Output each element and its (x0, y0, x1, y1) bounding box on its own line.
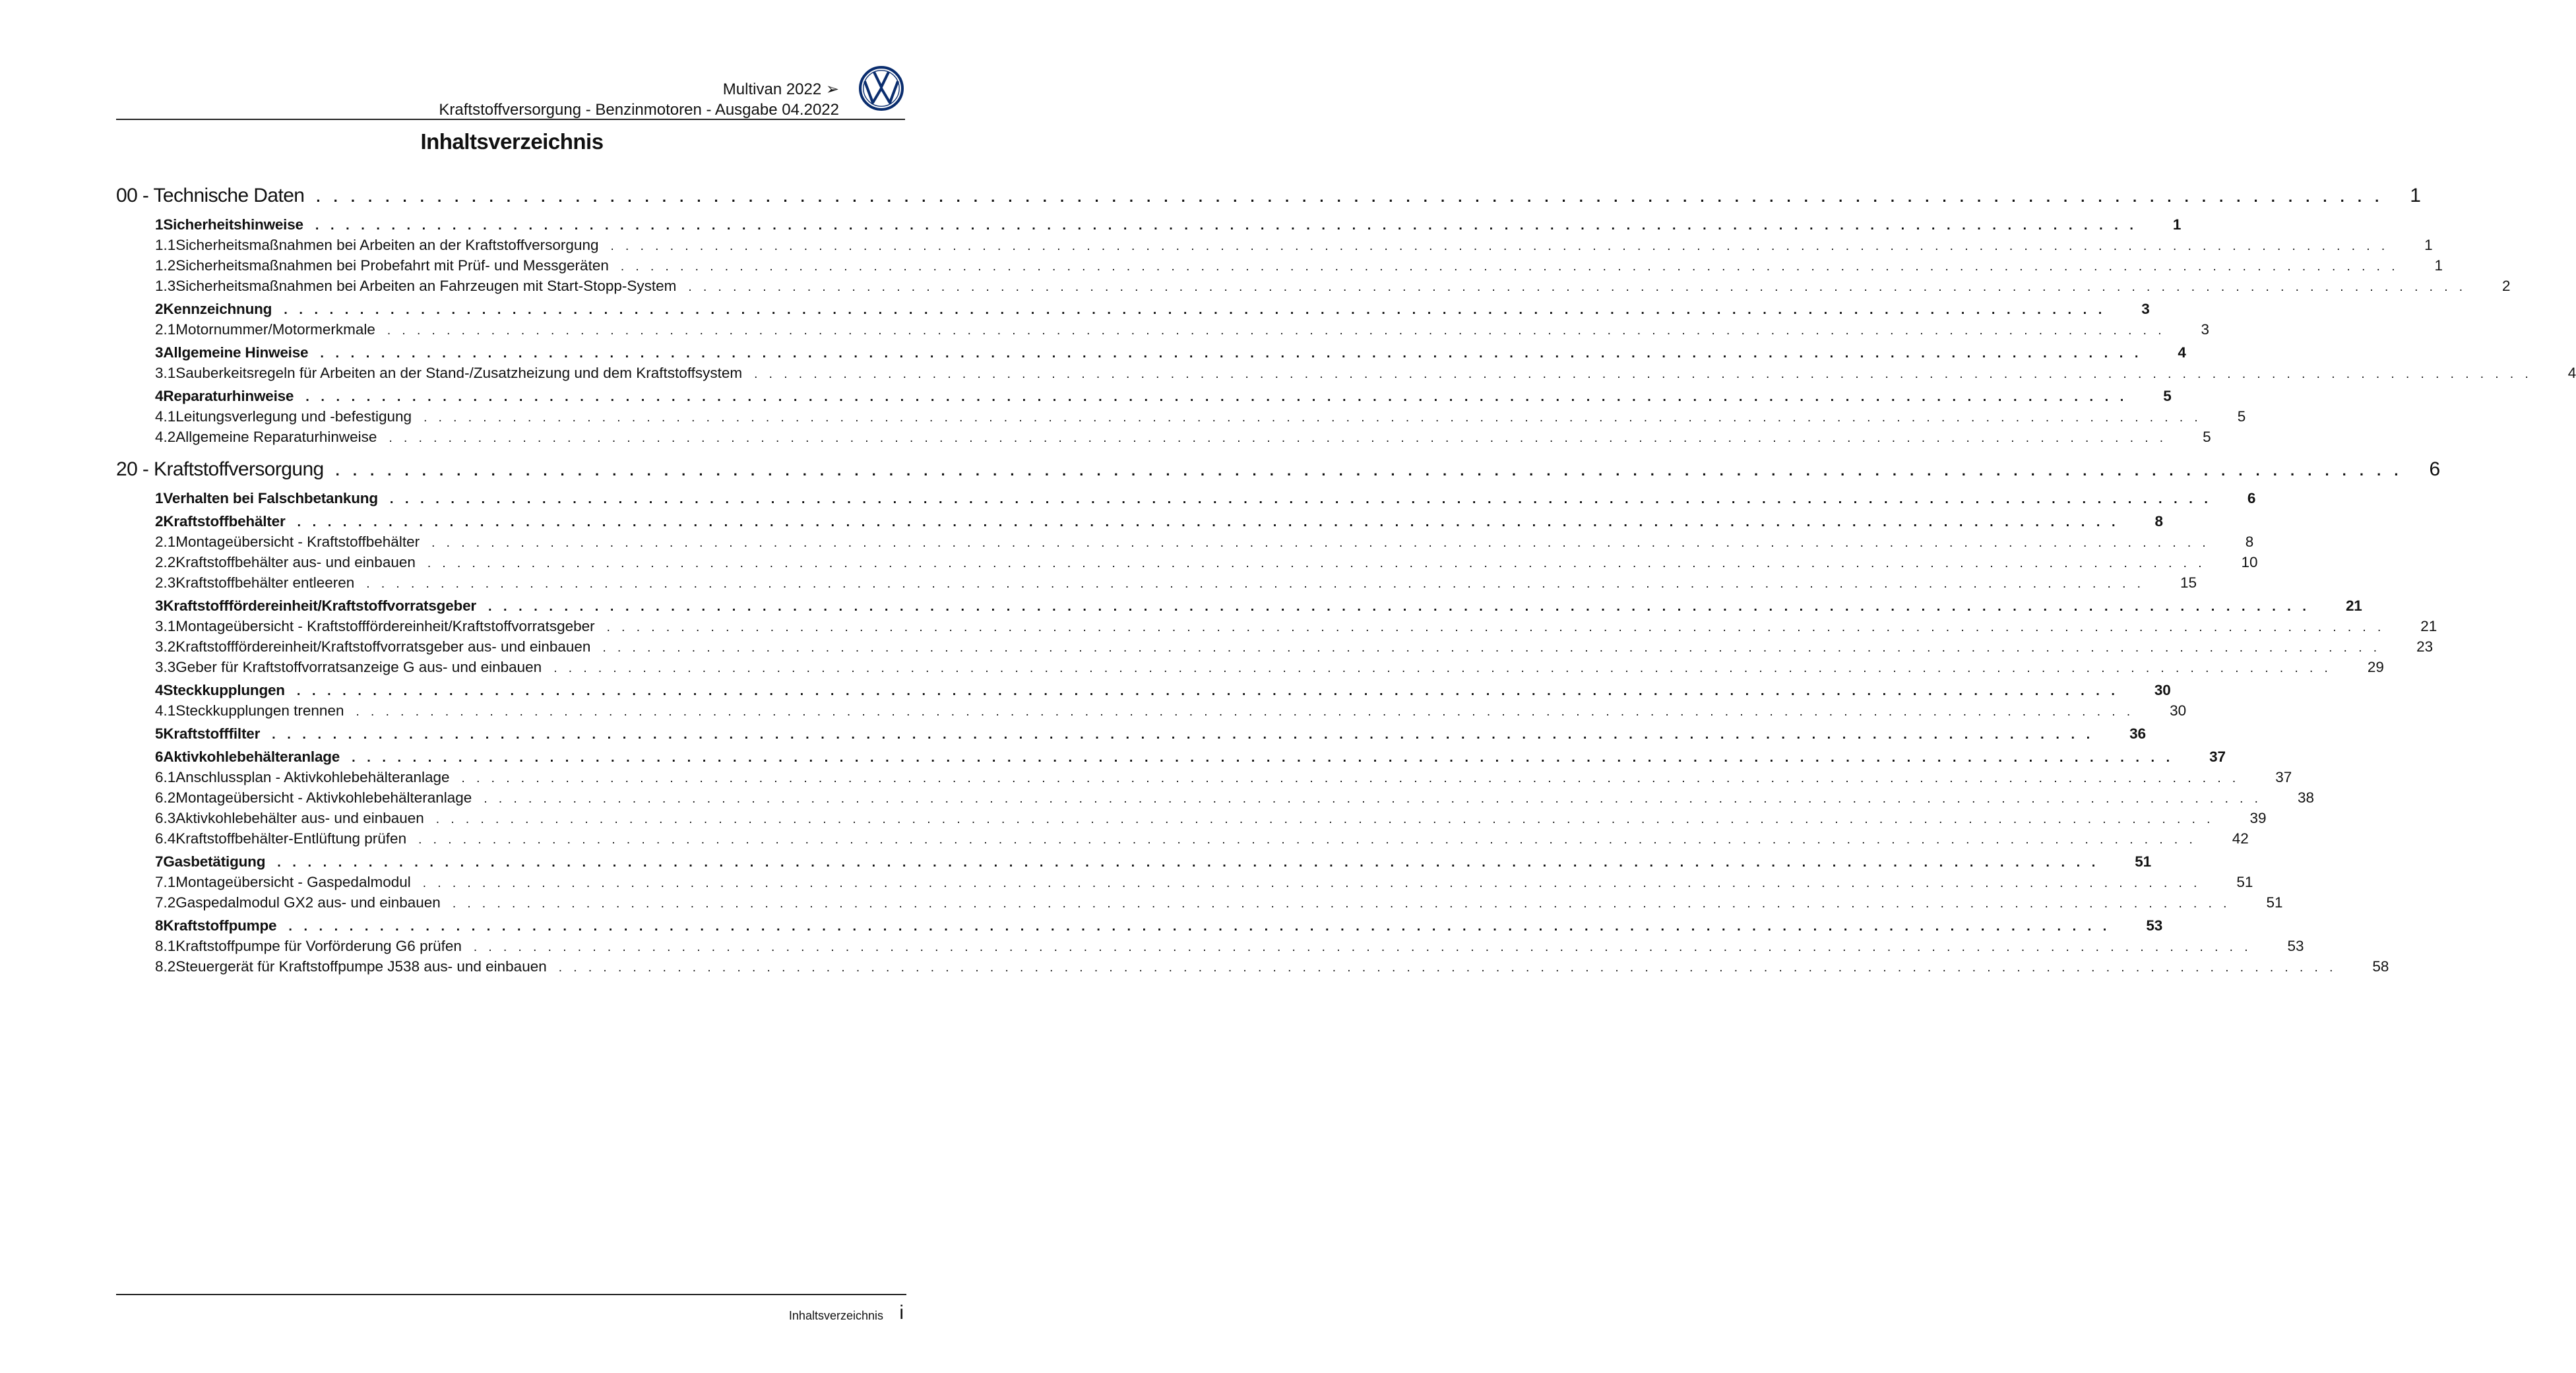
toc-section-entry[interactable] (116, 216, 2182, 237)
section-number: 3 (155, 597, 164, 614)
section-title: Kraftstoffbehälter (163, 513, 286, 530)
toc-subsection-entry[interactable] (116, 810, 2267, 830)
toc-subsection-entry[interactable] (116, 958, 2389, 979)
dot-leader: . . . . . . . . . . . . . . . . . . . . . . . . . . . . . . . . . . . . . . . . . . . . . . . . . . . . . . . . . . . . . . . . . . . . . . . . . . . . . . . . . . . . . . . . . . . . . . . . . . . . . . . . . . . . . . . . . . . . . . . . (431, 536, 2210, 550)
section-page-number: 21 (2345, 597, 2362, 614)
toc-chapter-entry[interactable] (116, 458, 2440, 487)
page-title: Inhaltsverzeichnis (420, 129, 604, 154)
subsection-title: Aktivkohlebehälter aus- und einbauen (175, 810, 424, 826)
section-number: 5 (155, 725, 164, 742)
section-title: Reparaturhinweise (163, 388, 294, 404)
section-number: 1 (155, 216, 164, 233)
dot-leader: . . . . . . . . . . . . . . . . . . . . . . . . . . . . . . . . . . . . . . . . . . . . . . . . . . . . . . . . . . . . . . . . . . . . . . . . . . . . . . . . . . . . . . . . . . . . . . . . . . . . . . . . . . . . . . . . . . . . . . . . (487, 599, 2310, 614)
chapter-page-number: 6 (2429, 458, 2440, 480)
toc-section-entry[interactable] (116, 513, 2163, 534)
footer-divider (116, 1294, 906, 1295)
subsection-title: Montageübersicht - Aktivkohlebehälteranlage (175, 789, 472, 806)
section-title: Sicherheitshinweise (163, 216, 303, 233)
subsection-number: 4.1 (155, 408, 176, 425)
section-title: Verhalten bei Falschbetankung (163, 490, 378, 506)
subsection-number: 8.2 (155, 958, 176, 975)
subsection-page-number: 23 (2416, 638, 2434, 655)
dot-leader: . . . . . . . . . . . . . . . . . . . . . . . . . . . . . . . . . . . . . . . . . . . . . . . . . . . . . . . . . . . . . . . . . . . . . . . . . . . . . . . . . . . . . . . . . . . . . . . . . . . . . . . . . . . . . . . . . . . . . . . . (602, 641, 2381, 655)
section-number: 8 (155, 917, 164, 934)
toc-subsection-entry[interactable] (116, 257, 2443, 278)
dot-leader: . . . . . . . . . . . . . . . . . . . . . . . . . . . . . . . . . . . . . . . . . . . . . . . . . . . . . . . . . . . . . . . . . . . . . . . . . . . . . . . . . . . . . . . . . . . . . . . . . . . . . . . . . . . . . . . . . . . . . . . . (606, 621, 2385, 634)
section-page-number: 30 (2154, 682, 2171, 698)
subsection-title: Gaspedalmodul GX2 aus- und einbauen (175, 894, 441, 911)
dot-leader: . . . . . . . . . . . . . . . . . . . . . . . . . . . . . . . . . . . . . . . . . . . . . . . . . . . . . . . . . . . . . . . . . . . . . . . . . . . . . . . . . . . . . . . . . . . . . . . . . . . . . . . . . . . . . . . . . . . . . . . . (389, 431, 2168, 445)
dot-leader: . . . . . . . . . . . . . . . . . . . . . . . . . . . . . . . . . . . . . . . . . . . . . . . . . . . . . . . . . . . . . . . . . . . . . . . . . . . . . . . . . . . . . . . . . . . . . . . . . . . . . . . . . . . . . . . . . . . . . . . . (366, 577, 2145, 591)
subsection-number: 6.4 (155, 830, 176, 847)
dot-leader: . . . . . . . . . . . . . . . . . . . . . . . . . . . . . . . . . . . . . . . . . . . . . . . . . . . . . . . . . . . . . . . . . . . . . . . . . . . . . . . . . . . . . . . . . . . . . . . . . . . . . . . . . . . . . . . . . . . . . . . . (688, 280, 2467, 294)
dot-leader: . . . . . . . . . . . . . . . . . . . . . . . . . . . . . . . . . . . . . . . . . . . . . . . . . . . . . . . . . . . . . . . . . . . . . . . . . . . . . . . . . . . . . . . . . . . . . . . . . . . . . . . . . . . . . . . . . . . . . . . . (335, 462, 2403, 479)
toc-subsection-entry[interactable] (116, 321, 2210, 342)
section-title: Kraftstoffpumpe (163, 917, 277, 934)
table-of-contents (116, 185, 2576, 979)
section-page-number: 37 (2209, 748, 2226, 765)
subsection-number: 1.1 (155, 237, 176, 253)
section-title: Aktivkohlebehälteranlage (163, 748, 340, 765)
toc-chapter (116, 185, 2576, 449)
subsection-page-number: 1 (2424, 237, 2433, 253)
header-model-line: Multivan 2022 ➢ (722, 80, 839, 98)
dot-leader: . . . . . . . . . . . . . . . . . . . . . . . . . . . . . . . . . . . . . . . . . . . . . . . . . . . . . . . . . . . . . . . . . . . . . . . . . . . . . . . . . . . . . . . . . . . . . . . . . . . . . . . . . . . . . . . . . . . . . . . . (473, 940, 2252, 954)
subsection-title: Sicherheitsmaßnahmen bei Arbeiten an Fahrzeugen mit Start-Stopp-System (175, 278, 677, 294)
subsection-number: 6.1 (155, 769, 176, 785)
dot-leader: . . . . . . . . . . . . . . . . . . . . . . . . . . . . . . . . . . . . . . . . . . . . . . . . . . . . . . . . . . . . . . . . . . . . . . . . . . . . . . . . . . . . . . . . . . . . . . . . . . . . . . . . . . . . . . . . . . . . . . . . (297, 515, 2120, 530)
subsection-number: 2.2 (155, 554, 176, 570)
footer-page-number: i (899, 1302, 904, 1324)
dot-leader: . . . . . . . . . . . . . . . . . . . . . . . . . . . . . . . . . . . . . . . . . . . . . . . . . . . . . . . . . . . . . . . . . . . . . . . . . . . . . . . . . . . . . . . . . . . . . . . . . . . . . . . . . . . . . . . . . . . . . . . . (424, 411, 2202, 425)
header-subject-line: Kraftstoffversorgung - Benzinmotoren - Ausgabe 04.2022 (439, 101, 839, 119)
toc-subsection-entry[interactable] (116, 365, 2576, 385)
vw-logo-icon (859, 66, 904, 111)
dot-leader: . . . . . . . . . . . . . . . . . . . . . . . . . . . . . . . . . . . . . . . . . . . . . . . . . . . . . . . . . . . . . . . . . . . . . . . . . . . . . . . . . . . . . . . . . . . . . . . . . . . . . . . . . . . . . . . . . . . . . . . . (558, 961, 2337, 975)
dot-leader: . . . . . . . . . . . . . . . . . . . . . . . . . . . . . . . . . . . . . . . . . . . . . . . . . . . . . . . . . . . . . . . . . . . . . . . . . . . . . . . . . . . . . . . . . . . . . . . . . . . . . . . . . . . . . . . . . . . . . . . . (620, 260, 2399, 274)
subsection-title: Montageübersicht - Gaspedalmodul (175, 874, 411, 890)
dot-leader: . . . . . . . . . . . . . . . . . . . . . . . . . . . . . . . . . . . . . . . . . . . . . . . . . . . . . . . . . . . . . . . . . . . . . . . . . . . . . . . . . . . . . . . . . . . . . . . . . . . . . . . . . . . . . . . . . . . . . . . . (389, 492, 2212, 506)
dot-leader: . . . . . . . . . . . . . . . . . . . . . . . . . . . . . . . . . . . . . . . . . . . . . . . . . . . . . . . . . . . . . . . . . . . . . . . . . . . . . . . . . . . . . . . . . . . . . . . . . . . . . . . . . . . . . . . . . . . . . . . . (277, 855, 2100, 870)
subsection-number: 2.3 (155, 574, 176, 591)
section-number: 3 (155, 344, 164, 361)
section-number: 2 (155, 513, 164, 530)
subsection-page-number: 10 (2241, 554, 2258, 570)
section-number: 1 (155, 490, 164, 506)
toc-subsection-entry[interactable] (116, 408, 2246, 429)
subsection-title: Kraftstofffördereinheit/Kraftstoffvorratsgeber aus- und einbauen (175, 638, 591, 655)
subsection-title: Kraftstoffpumpe für Vorförderung G6 prüfen (175, 938, 462, 954)
toc-section-entry[interactable] (116, 917, 2163, 938)
dot-leader: . . . . . . . . . . . . . . . . . . . . . . . . . . . . . . . . . . . . . . . . . . . . . . . . . . . . . . . . . . . . . . . . . . . . . . . . . . . . . . . . . . . . . . . . . . . . . . . . . . . . . . . . . . . . . . . . . . . . . . . . (387, 324, 2166, 338)
toc-subsection-entry[interactable] (116, 789, 2314, 810)
subsection-number: 1.3 (155, 278, 176, 294)
subsection-title: Montageübersicht - Kraftstofffördereinheit/Kraftstoffvorratsgeber (175, 618, 595, 634)
toc-subsection-entry[interactable] (116, 638, 2434, 659)
dot-leader: . . . . . . . . . . . . . . . . . . . . . . . . . . . . . . . . . . . . . . . . . . . . . . . . . . . . . . . . . . . . . . . . . . . . . . . . . . . . . . . . . . . . . . . . . . . . . . . . . . . . . . . . . . . . . . . . . . . . . . . . (356, 705, 2135, 719)
section-page-number: 1 (2172, 216, 2182, 233)
chapter-page-number: 1 (2410, 185, 2421, 206)
section-page-number: 51 (2135, 853, 2151, 870)
section-number: 6 (155, 748, 164, 765)
dot-leader: . . . . . . . . . . . . . . . . . . . . . . . . . . . . . . . . . . . . . . . . . . . . . . . . . . . . . . . . . . . . . . . . . . . . . . . . . . . . . . . . . . . . . . . . . . . . . . . . . . . . . . . . . . . . . . . . . . . . . . . . (484, 792, 2262, 806)
toc-section-entry[interactable] (116, 388, 2172, 408)
dot-leader: . . . . . . . . . . . . . . . . . . . . . . . . . . . . . . . . . . . . . . . . . . . . . . . . . . . . . . . . . . . . . . . . . . . . . . . . . . . . . . . . . . . . . . . . . . . . . . . . . . . . . . . . . . . . . . . . . . . . . . . . (288, 919, 2111, 934)
subsection-number: 4.2 (155, 429, 176, 445)
subsection-title: Steckkupplungen trennen (175, 702, 344, 719)
subsection-title: Kraftstoffbehälter-Entlüftung prüfen (175, 830, 407, 847)
toc-subsection-entry[interactable] (116, 938, 2304, 958)
section-number: 2 (155, 301, 164, 317)
subsection-page-number: 4 (2567, 365, 2576, 381)
toc-subsection-entry[interactable] (116, 702, 2187, 723)
dot-leader: . . . . . . . . . . . . . . . . . . . . . . . . . . . . . . . . . . . . . . . . . . . . . . . . . . . . . . . . . . . . . . . . . . . . . . . . . . . . . . . . . . . . . . . . . . . . . . . . . . . . . . . . . . . . . . . . . . . . . . . . (553, 661, 2332, 675)
subsection-number: 4.1 (155, 702, 176, 719)
chapter-title: 20 - Kraftstoffversorgung (116, 458, 324, 480)
subsection-page-number: 8 (2245, 534, 2254, 550)
toc-subsection-entry[interactable] (116, 237, 2433, 257)
section-number: 4 (155, 388, 164, 404)
toc-subsection-entry[interactable] (116, 874, 2253, 894)
subsection-page-number: 37 (2275, 769, 2292, 785)
subsection-number: 7.2 (155, 894, 176, 911)
dot-leader: . . . . . . . . . . . . . . . . . . . . . . . . . . . . . . . . . . . . . . . . . . . . . . . . . . . . . . . . . . . . . . . . . . . . . . . . . . . . . . . . . . . . . . . . . . . . . . . . . . . . . . . . . . . . . . . . . . . . . . . . (284, 303, 2106, 317)
toc-chapter-entry[interactable] (116, 185, 2421, 214)
dot-leader: . . . . . . . . . . . . . . . . . . . . . . . . . . . . . . . . . . . . . . . . . . . . . . . . . . . . . . . . . . . . . . . . . . . . . . . . . . . . . . . . . . . . . . . . . . . . . . . . . . . . . . . . . . . . . . . . . . . . . . . . (461, 772, 2240, 785)
subsection-page-number: 51 (2236, 874, 2253, 890)
subsection-title: Motornummer/Motormerkmale (175, 321, 375, 338)
section-page-number: 4 (2178, 344, 2186, 361)
toc-subsection-entry[interactable] (116, 574, 2197, 595)
subsection-page-number: 39 (2249, 810, 2267, 826)
subsection-page-number: 51 (2266, 894, 2283, 911)
section-title: Gasbetätigung (163, 853, 266, 870)
subsection-number: 2.1 (155, 534, 176, 550)
subsection-number: 2.1 (155, 321, 176, 338)
subsection-page-number: 53 (2287, 938, 2304, 954)
dot-leader: . . . . . . . . . . . . . . . . . . . . . . . . . . . . . . . . . . . . . . . . . . . . . . . . . . . . . . . . . . . . . . . . . . . . . . . . . . . . . . . . . . . . . . . . . . . . . . . . . . . . . . . . . . . . . . . . . . . . . . . . (320, 346, 2143, 361)
subsection-title: Kraftstoffbehälter entleeren (175, 574, 355, 591)
toc-subsection-entry[interactable] (116, 554, 2258, 574)
toc-subsection-entry[interactable] (116, 534, 2254, 554)
subsection-page-number: 58 (2372, 958, 2389, 975)
subsection-title: Leitungsverlegung und -befestigung (175, 408, 412, 425)
dot-leader: . . . . . . . . . . . . . . . . . . . . . . . . . . . . . . . . . . . . . . . . . . . . . . . . . . . . . . . . . . . . . . . . . . . . . . . . . . . . . . . . . . . . . . . . . . . . . . . . . . . . . . . . . . . . . . . . . . . . . . . . (352, 750, 2174, 765)
subsection-title: Sicherheitsmaßnahmen bei Arbeiten an der Kraftstoffversorgung (175, 237, 599, 253)
subsection-number: 6.2 (155, 789, 176, 806)
toc-subsection-entry[interactable] (116, 278, 2511, 298)
section-page-number: 53 (2146, 917, 2163, 934)
toc-section-entry[interactable] (116, 597, 2362, 618)
section-page-number: 3 (2141, 301, 2150, 317)
subsection-page-number: 42 (2232, 830, 2249, 847)
section-title: Kraftstofffilter (163, 725, 261, 742)
toc-section-entry[interactable] (116, 853, 2151, 874)
dot-leader: . . . . . . . . . . . . . . . . . . . . . . . . . . . . . . . . . . . . . . . . . . . . . . . . . . . . . . . . . . . . . . . . . . . . . . . . . . . . . . . . . . . . . . . . . . . . . . . . . . . . . . . . . . . . . . . . . . . . . . . . (422, 876, 2201, 890)
section-title: Allgemeine Hinweise (163, 344, 309, 361)
section-page-number: 5 (2163, 388, 2172, 404)
subsection-page-number: 15 (2180, 574, 2197, 591)
section-title: Kennzeichnung (163, 301, 272, 317)
dot-leader: . . . . . . . . . . . . . . . . . . . . . . . . . . . . . . . . . . . . . . . . . . . . . . . . . . . . . . . . . . . . . . . . . . . . . . . . . . . . . . . . . . . . . . . . . . . . . . . . . . . . . . . . . . . . . . . . . . . . . . . . (754, 367, 2532, 381)
toc-subsection-entry[interactable] (116, 659, 2384, 679)
toc-subsection-entry[interactable] (116, 429, 2211, 449)
toc-section-entry[interactable] (116, 301, 2150, 321)
subsection-title: Montageübersicht - Kraftstoffbehälter (175, 534, 420, 550)
toc-section-entry[interactable] (116, 682, 2171, 702)
subsection-page-number: 29 (2367, 659, 2384, 675)
subsection-page-number: 2 (2502, 278, 2511, 294)
toc-section-entry[interactable] (116, 748, 2226, 769)
subsection-title: Allgemeine Reparaturhinweise (175, 429, 377, 445)
dot-leader: . . . . . . . . . . . . . . . . . . . . . . . . . . . . . . . . . . . . . . . . . . . . . . . . . . . . . . . . . . . . . . . . . . . . . . . . . . . . . . . . . . . . . . . . . . . . . . . . . . . . . . . . . . . . . . . . . . . . . . . . (427, 557, 2206, 570)
section-number: 7 (155, 853, 164, 870)
chapter-title: 00 - Technische Daten (116, 185, 305, 206)
subsection-number: 3.1 (155, 618, 176, 634)
toc-chapter (116, 458, 2440, 979)
subsection-number: 3.3 (155, 659, 176, 675)
section-title: Steckkupplungen (163, 682, 285, 698)
document-header (439, 79, 839, 120)
dot-leader: . . . . . . . . . . . . . . . . . . . . . . . . . . . . . . . . . . . . . . . . . . . . . . . . . . . . . . . . . . . . . . . . . . . . . . . . . . . . . . . . . . . . . . . . . . . . . . . . . . . . . . . . . . . . . . . . . . . . . . . . (435, 812, 2215, 826)
section-number: 4 (155, 682, 164, 698)
dot-leader: . . . . . . . . . . . . . . . . . . . . . . . . . . . . . . . . . . . . . . . . . . . . . . . . . . . . . . . . . . . . . . . . . . . . . . . . . . . . . . . . . . . . . . . . . . . . . . . . . . . . . . . . . . . . . . . . . . . . . . . . (316, 189, 2384, 205)
subsection-page-number: 5 (2237, 408, 2246, 425)
section-title: Kraftstofffördereinheit/Kraftstoffvorratsgeber (163, 597, 476, 614)
subsection-title: Anschlussplan - Aktivkohlebehälteranlage (175, 769, 450, 785)
toc-subsection-entry[interactable] (116, 618, 2437, 638)
footer-label: Inhaltsverzeichnis (788, 1309, 883, 1322)
section-page-number: 36 (2129, 725, 2146, 742)
subsection-number: 8.1 (155, 938, 176, 954)
dot-leader: . . . . . . . . . . . . . . . . . . . . . . . . . . . . . . . . . . . . . . . . . . . . . . . . . . . . . . . . . . . . . . . . . . . . . . . . . . . . . . . . . . . . . . . . . . . . . . . . . . . . . . . . . . . . . . . . . . . . . . . . (418, 833, 2197, 847)
dot-leader: . . . . . . . . . . . . . . . . . . . . . . . . . . . . . . . . . . . . . . . . . . . . . . . . . . . . . . . . . . . . . . . . . . . . . . . . . . . . . . . . . . . . . . . . . . . . . . . . . . . . . . . . . . . . . . . . . . . . . . . . (452, 897, 2231, 911)
subsection-number: 3.2 (155, 638, 176, 655)
header-divider (116, 119, 905, 120)
toc-subsection-entry[interactable] (116, 830, 2249, 851)
subsection-title: Steuergerät für Kraftstoffpumpe J538 aus- und einbauen (175, 958, 547, 975)
subsection-page-number: 3 (2201, 321, 2210, 338)
section-page-number: 8 (2154, 513, 2163, 530)
subsection-title: Kraftstoffbehälter aus- und einbauen (175, 554, 416, 570)
subsection-page-number: 21 (2420, 618, 2437, 634)
subsection-title: Sauberkeitsregeln für Arbeiten an der Stand-/Zusatzheizung und dem Kraftstoffsystem (175, 365, 743, 381)
subsection-number: 1.2 (155, 257, 176, 274)
toc-subsection-entry[interactable] (116, 894, 2283, 915)
subsection-number: 3.1 (155, 365, 176, 381)
dot-leader: . . . . . . . . . . . . . . . . . . . . . . . . . . . . . . . . . . . . . . . . . . . . . . . . . . . . . . . . . . . . . . . . . . . . . . . . . . . . . . . . . . . . . . . . . . . . . . . . . . . . . . . . . . . . . . . . . . . . . . . . (315, 218, 2137, 233)
dot-leader: . . . . . . . . . . . . . . . . . . . . . . . . . . . . . . . . . . . . . . . . . . . . . . . . . . . . . . . . . . . . . . . . . . . . . . . . . . . . . . . . . . . . . . . . . . . . . . . . . . . . . . . . . . . . . . . . . . . . . . . . (610, 239, 2389, 253)
section-page-number: 6 (2247, 490, 2256, 506)
dot-leader: . . . . . . . . . . . . . . . . . . . . . . . . . . . . . . . . . . . . . . . . . . . . . . . . . . . . . . . . . . . . . . . . . . . . . . . . . . . . . . . . . . . . . . . . . . . . . . . . . . . . . . . . . . . . . . . . . . . . . . . . (305, 390, 2128, 404)
toc-section-entry[interactable] (116, 490, 2256, 510)
subsection-page-number: 38 (2297, 789, 2314, 806)
subsection-number: 6.3 (155, 810, 176, 826)
subsection-number: 7.1 (155, 874, 176, 890)
subsection-page-number: 5 (2203, 429, 2211, 445)
subsection-title: Geber für Kraftstoffvorratsanzeige G aus- und einbauen (175, 659, 542, 675)
subsection-title: Sicherheitsmaßnahmen bei Probefahrt mit Prüf- und Messgeräten (175, 257, 609, 274)
subsection-page-number: 1 (2434, 257, 2443, 274)
toc-subsection-entry[interactable] (116, 769, 2292, 789)
dot-leader: . . . . . . . . . . . . . . . . . . . . . . . . . . . . . . . . . . . . . . . . . . . . . . . . . . . . . . . . . . . . . . . . . . . . . . . . . . . . . . . . . . . . . . . . . . . . . . . . . . . . . . . . . . . . . . . . . . . . . . . . (272, 727, 2094, 742)
dot-leader: . . . . . . . . . . . . . . . . . . . . . . . . . . . . . . . . . . . . . . . . . . . . . . . . . . . . . . . . . . . . . . . . . . . . . . . . . . . . . . . . . . . . . . . . . . . . . . . . . . . . . . . . . . . . . . . . . . . . . . . . (296, 684, 2119, 698)
toc-section-entry[interactable] (116, 725, 2146, 746)
toc-section-entry[interactable] (116, 344, 2186, 365)
subsection-page-number: 30 (2170, 702, 2187, 719)
